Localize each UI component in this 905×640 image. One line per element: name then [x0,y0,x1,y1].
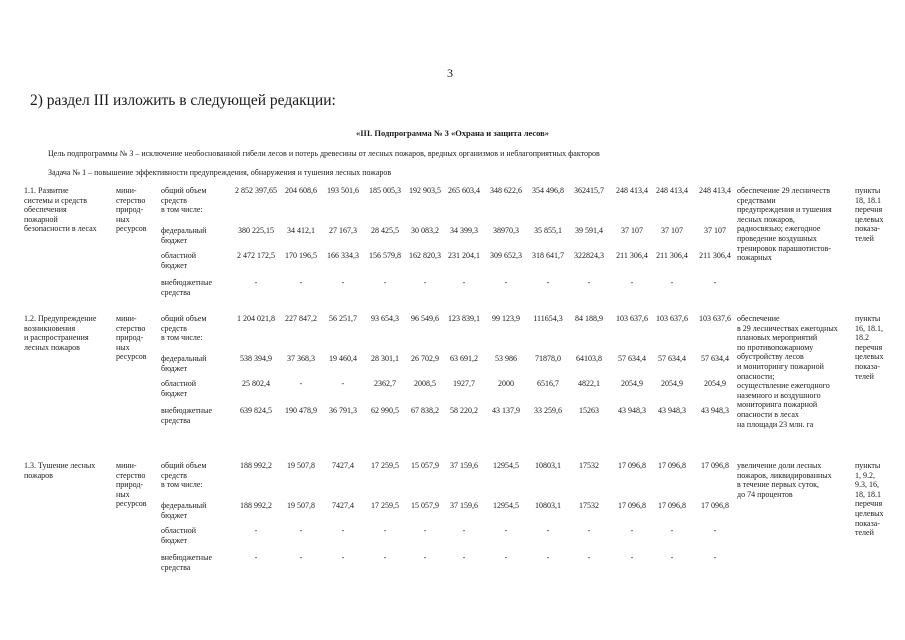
funding-cell: 2054,9 [704,379,726,388]
funding-cell: - [254,553,258,562]
funding-cell: 111654,3 [533,314,563,323]
funding-cell: 162 820,3 [409,251,441,260]
funding-cell: 25 802,4 [242,379,270,388]
funding-cell: - [423,278,427,287]
funding-cell: 103 637,6 [656,314,688,323]
funding-cell: 211 306,4 [699,251,731,260]
funding-cell: 38970,3 [493,226,519,235]
funding-cell: - [504,553,508,562]
funding-cell: 43 948,3 [701,406,729,415]
funding-source-label: федеральный бюджет [161,501,207,520]
funding-cell: 99 123,9 [492,314,520,323]
funding-cell: - [546,553,550,562]
funding-cell: - [504,526,508,535]
funding-cell: 123 839,1 [448,314,480,323]
funding-cell: 231 204,1 [448,251,480,260]
funding-cell: 12954,5 [493,501,519,510]
funding-cell: 37 159,6 [450,461,478,470]
funding-cell: 96 549,6 [411,314,439,323]
funding-cell: - [299,553,303,562]
funding-cell: 103 637,6 [699,314,731,323]
funding-cell: 7427,4 [332,501,354,510]
subprogram-goal: Цель подпрограммы № 3 – исключение необоснованной гибели лесов и потерь древесины от лесных пожаров, вредных организмов и неблагоприятных факторов [48,149,600,158]
funding-cell: 43 137,9 [492,406,520,415]
funding-cell: - [670,278,674,287]
funding-cell: 57 634,4 [658,354,686,363]
funding-cell: 639 824,5 [240,406,272,415]
funding-cell: 27 167,3 [329,226,357,235]
funding-cell: - [713,278,717,287]
funding-cell: 2362,7 [374,379,396,388]
funding-cell: 17 259,5 [371,461,399,470]
funding-source-label: областной бюджет [161,251,197,270]
funding-cell: - [713,553,717,562]
funding-cell: 15 057,9 [411,461,439,470]
funding-cell: 156 579,8 [369,251,401,260]
subprogram-title: «III. Подпрограмма № 3 «Охрана и защита лесов» [355,128,550,138]
funding-cell: 170 196,5 [285,251,317,260]
measure-name: 1.2. Предупреждение возникновения и распространения лесных пожаров [24,314,97,352]
funding-cell: 57 634,4 [618,354,646,363]
funding-cell: 17 096,8 [618,461,646,470]
funding-cell: 12954,5 [493,461,519,470]
funding-cell: - [587,553,591,562]
funding-cell: 185 005,3 [369,186,401,195]
funding-cell: 84 188,9 [575,314,603,323]
funding-cell: 17532 [579,461,599,470]
funding-cell: 380 225,15 [238,226,274,235]
funding-cell: 2000 [498,379,514,388]
funding-source-label: федеральный бюджет [161,354,207,373]
funding-cell: 188 992,2 [240,501,272,510]
funding-cell: 43 948,3 [658,406,686,415]
funding-source-label: областной бюджет [161,379,197,398]
funding-cell: 53 986 [495,354,517,363]
funding-cell: 43 948,3 [618,406,646,415]
funding-cell: 538 394,9 [240,354,272,363]
funding-cell: 248 413,4 [656,186,688,195]
funding-cell: 93 654,3 [371,314,399,323]
funding-cell: 2008,5 [414,379,436,388]
funding-cell: 15 057,9 [411,501,439,510]
funding-cell: - [587,526,591,535]
funding-cell: - [546,278,550,287]
funding-cell: 1 204 021,8 [237,314,275,323]
funding-cell: 37 107 [621,226,643,235]
funding-cell: 6516,7 [537,379,559,388]
funding-cell: 188 992,2 [240,461,272,470]
funding-cell: 211 306,4 [616,251,648,260]
funding-cell: - [462,553,466,562]
funding-cell: - [462,278,466,287]
funding-cell: - [341,553,345,562]
funding-cell: - [630,278,634,287]
funding-cell: - [713,526,717,535]
funding-cell: - [630,526,634,535]
funding-cell: 322824,3 [574,251,604,260]
funding-cell: - [299,278,303,287]
page-number: 3 [447,66,453,80]
funding-cell: 17 096,8 [618,501,646,510]
funding-cell: 190 478,9 [285,406,317,415]
funding-cell: 7427,4 [332,461,354,470]
indicator-reference: пункты 18, 18.1 перечня целевых показа- телей [855,186,884,243]
funding-cell: 39 591,4 [575,226,603,235]
funding-cell: 57 634,4 [701,354,729,363]
funding-cell: - [299,526,303,535]
funding-cell: - [546,526,550,535]
executor: мини- стерство природ- ных ресурсов [116,186,147,234]
funding-cell: - [383,278,387,287]
funding-cell: 35 855,1 [534,226,562,235]
funding-cell: 62 990,5 [371,406,399,415]
funding-cell: 10803,1 [535,461,561,470]
funding-cell: 34 412,1 [287,226,315,235]
funding-cell: 58 220,2 [450,406,478,415]
funding-cell: 67 838,2 [411,406,439,415]
funding-source-label: общий объем средств в том числе: [161,461,207,490]
funding-cell: - [341,379,345,388]
funding-cell: 17 096,8 [701,461,729,470]
funding-cell: 34 399,3 [450,226,478,235]
funding-cell: 248 413,4 [616,186,648,195]
funding-cell: 248 413,4 [699,186,731,195]
funding-cell: - [383,553,387,562]
funding-source-label: внебюджетные средства [161,553,212,572]
funding-cell: 10803,1 [535,501,561,510]
funding-cell: 37 368,3 [287,354,315,363]
funding-cell: 318 641,7 [532,251,564,260]
section-heading: 2) раздел III изложить в следующей редакции: [30,92,336,109]
funding-cell: - [423,553,427,562]
measure-name: 1.3. Тушение лесных пожаров [24,461,96,480]
funding-cell: - [383,526,387,535]
funding-cell: 166 334,3 [327,251,359,260]
funding-source-label: общий объем средств в том числе: [161,314,207,343]
funding-cell: 211 306,4 [656,251,688,260]
funding-cell: 192 903,5 [409,186,441,195]
funding-cell: 19 507,8 [287,501,315,510]
funding-source-label: внебюджетные средства [161,278,212,297]
funding-cell: 28 425,5 [371,226,399,235]
funding-cell: - [341,278,345,287]
executor: мини- стерство природ- ных ресурсов [116,461,147,509]
funding-source-label: областной бюджет [161,526,197,545]
funding-cell: 30 083,2 [411,226,439,235]
funding-cell: 2054,9 [621,379,643,388]
funding-cell: 1927,7 [453,379,475,388]
funding-cell: 2054,9 [661,379,683,388]
funding-cell: 19 507,8 [287,461,315,470]
funding-source-label: общий объем средств в том числе: [161,186,207,215]
measure-name: 1.1. Развитие системы и средств обеспечения пожарной безопасности в лесах [24,186,97,234]
funding-cell: - [423,526,427,535]
expected-result: увеличение доли лесных пожаров, ликвидированных в течение первых суток, до 74 процентов [737,461,832,499]
funding-cell: 309 652,3 [490,251,522,260]
funding-cell: 56 251,7 [329,314,357,323]
funding-cell: 37 159,6 [450,501,478,510]
funding-cell: 227 847,2 [285,314,317,323]
funding-cell: - [670,553,674,562]
funding-source-label: внебюджетные средства [161,406,212,425]
funding-cell: - [254,526,258,535]
indicator-reference: пункты 1, 9.2, 9.3, 16, 18, 18.1 перечня целевых показа- телей [855,461,884,538]
funding-cell: - [504,278,508,287]
funding-cell: 348 622,6 [490,186,522,195]
funding-cell: 103 637,6 [616,314,648,323]
funding-cell: 193 501,6 [327,186,359,195]
expected-result: обеспечение в 29 лесничествах ежегодных плановых мероприятий по противопожарному обустройству лесов и мониторингу пожарной опасности; осуществление ежегодного наземного и воздушного мониторинга пожарной опасности в лесах на площади 23 млн. га [737,314,838,429]
indicator-reference: пункты 16, 18.1, 18.2 перечня целевых показа- телей [855,314,884,381]
funding-cell: 17532 [579,501,599,510]
funding-cell: 4822,1 [578,379,600,388]
funding-cell: 37 107 [661,226,683,235]
funding-source-label: федеральный бюджет [161,226,207,245]
funding-cell: 362415,7 [574,186,604,195]
funding-cell: 17 096,8 [658,501,686,510]
executor: мини- стерство природ- ных ресурсов [116,314,147,362]
funding-cell: 64103,8 [576,354,602,363]
funding-cell: 28 301,1 [371,354,399,363]
funding-cell: 265 603,4 [448,186,480,195]
funding-cell: 19 460,4 [329,354,357,363]
funding-cell: - [670,526,674,535]
funding-cell: - [630,553,634,562]
funding-cell: 17 096,8 [658,461,686,470]
funding-cell: 26 702,9 [411,354,439,363]
funding-cell: 204 608,6 [285,186,317,195]
funding-cell: 36 791,3 [329,406,357,415]
funding-cell: 71878,0 [535,354,561,363]
subprogram-task: Задача № 1 – повышение эффективности предупреждения, обнаружения и тушения лесных пожаров [48,168,392,177]
funding-cell: 15263 [579,406,599,415]
funding-cell: 33 259,6 [534,406,562,415]
funding-cell: 2 472 172,5 [237,251,275,260]
funding-cell: - [462,526,466,535]
funding-cell: 63 691,2 [450,354,478,363]
funding-cell: 17 259,5 [371,501,399,510]
funding-cell: 17 096,8 [701,501,729,510]
funding-cell: - [587,278,591,287]
funding-cell: - [299,379,303,388]
expected-result: обеспечение 29 лесничеств средствами предупреждения и тушения лесных пожаров, радиосвязью; ежегодное проведение воздушных тренировок парашютистов- пожарных [737,186,832,263]
funding-cell: 354 496,8 [532,186,564,195]
funding-cell: 37 107 [704,226,726,235]
funding-cell: 2 852 397,65 [235,186,277,195]
funding-cell: - [341,526,345,535]
funding-cell: - [254,278,258,287]
